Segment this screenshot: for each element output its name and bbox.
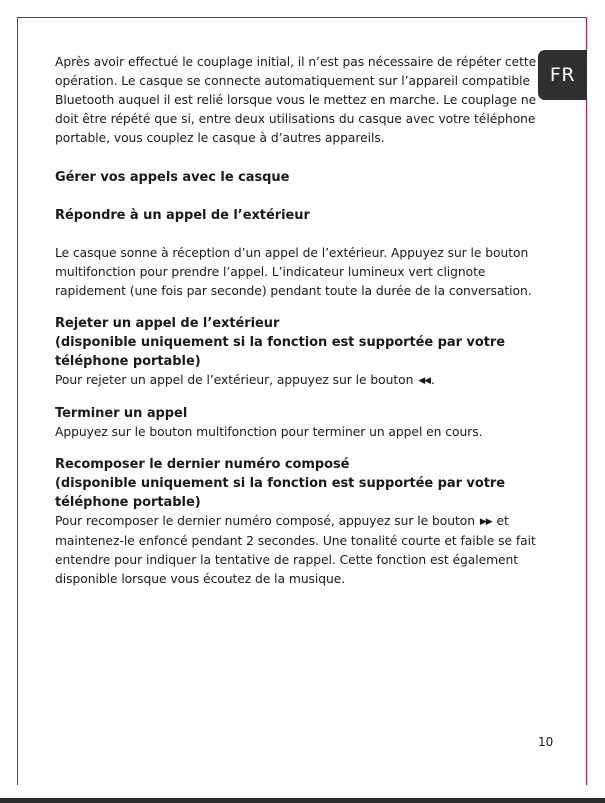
- intro-paragraph: Après avoir effectué le couplage initial, il n’est pas nécessaire de répéter cette opération. Le casque se connecte automatiquement sur l’appareil compatible Bluetooth auquel il est relié lorsque vous le mettez en marche. Le couplage ne doit être répété que si, entre deux utilisations du casque avec votre téléphone portable, vous couplez le casque à d’autres appareils.: [55, 55, 537, 145]
- language-tab: FR: [538, 50, 587, 100]
- end-call-heading: Terminer un appel: [55, 406, 188, 421]
- answer-call-heading: Répondre à un appel de l’extérieur: [55, 208, 310, 223]
- redial-text-end: et maintenez-le enfoncé pendant 2 secondes. Une tonalité courte et faible se fait entendre pour indiquer la tentative de rappel. Cette fonction est également disponible lorsque vous écoutez de la musique.: [55, 514, 536, 586]
- rewind-icon: ◀◀: [418, 376, 431, 386]
- reject-call-text-start: Pour rejeter un appel de l’extérieur, appuyez sur le bouton: [55, 373, 414, 387]
- page-number: 10: [538, 735, 554, 749]
- reject-call-text: [55, 371, 537, 391]
- end-call-text: Appuyez sur le bouton multifonction pour terminer un appel en cours.: [55, 425, 483, 439]
- manual-content: [55, 53, 537, 589]
- redial-text: [55, 512, 537, 589]
- redial-heading: Recomposer le dernier numéro composé: [55, 457, 350, 472]
- section-title: Gérer vos appels avec le casque: [55, 170, 290, 185]
- reject-call-text-end: .: [431, 373, 435, 387]
- answer-call-text: Le casque sonne à réception d’un appel de l’extérieur. Appuyez sur le bouton multifonction pour prendre l’appel. L’indicateur lumineux vert clignote rapidement (une fois par seconde) pendant toute la durée de la conversation.: [55, 246, 532, 298]
- bottom-rule: [0, 798, 605, 803]
- reject-call-condition: (disponible uniquement si la fonction est supportée par votre téléphone portable): [55, 335, 506, 369]
- redial-text-start: Pour recomposer le dernier numéro composé, appuyez sur le bouton: [55, 514, 475, 528]
- reject-call-heading: Rejeter un appel de l’extérieur: [55, 316, 280, 331]
- fast-forward-icon: ▶▶: [479, 517, 492, 527]
- redial-condition: (disponible uniquement si la fonction est supportée par votre téléphone portable): [55, 476, 506, 510]
